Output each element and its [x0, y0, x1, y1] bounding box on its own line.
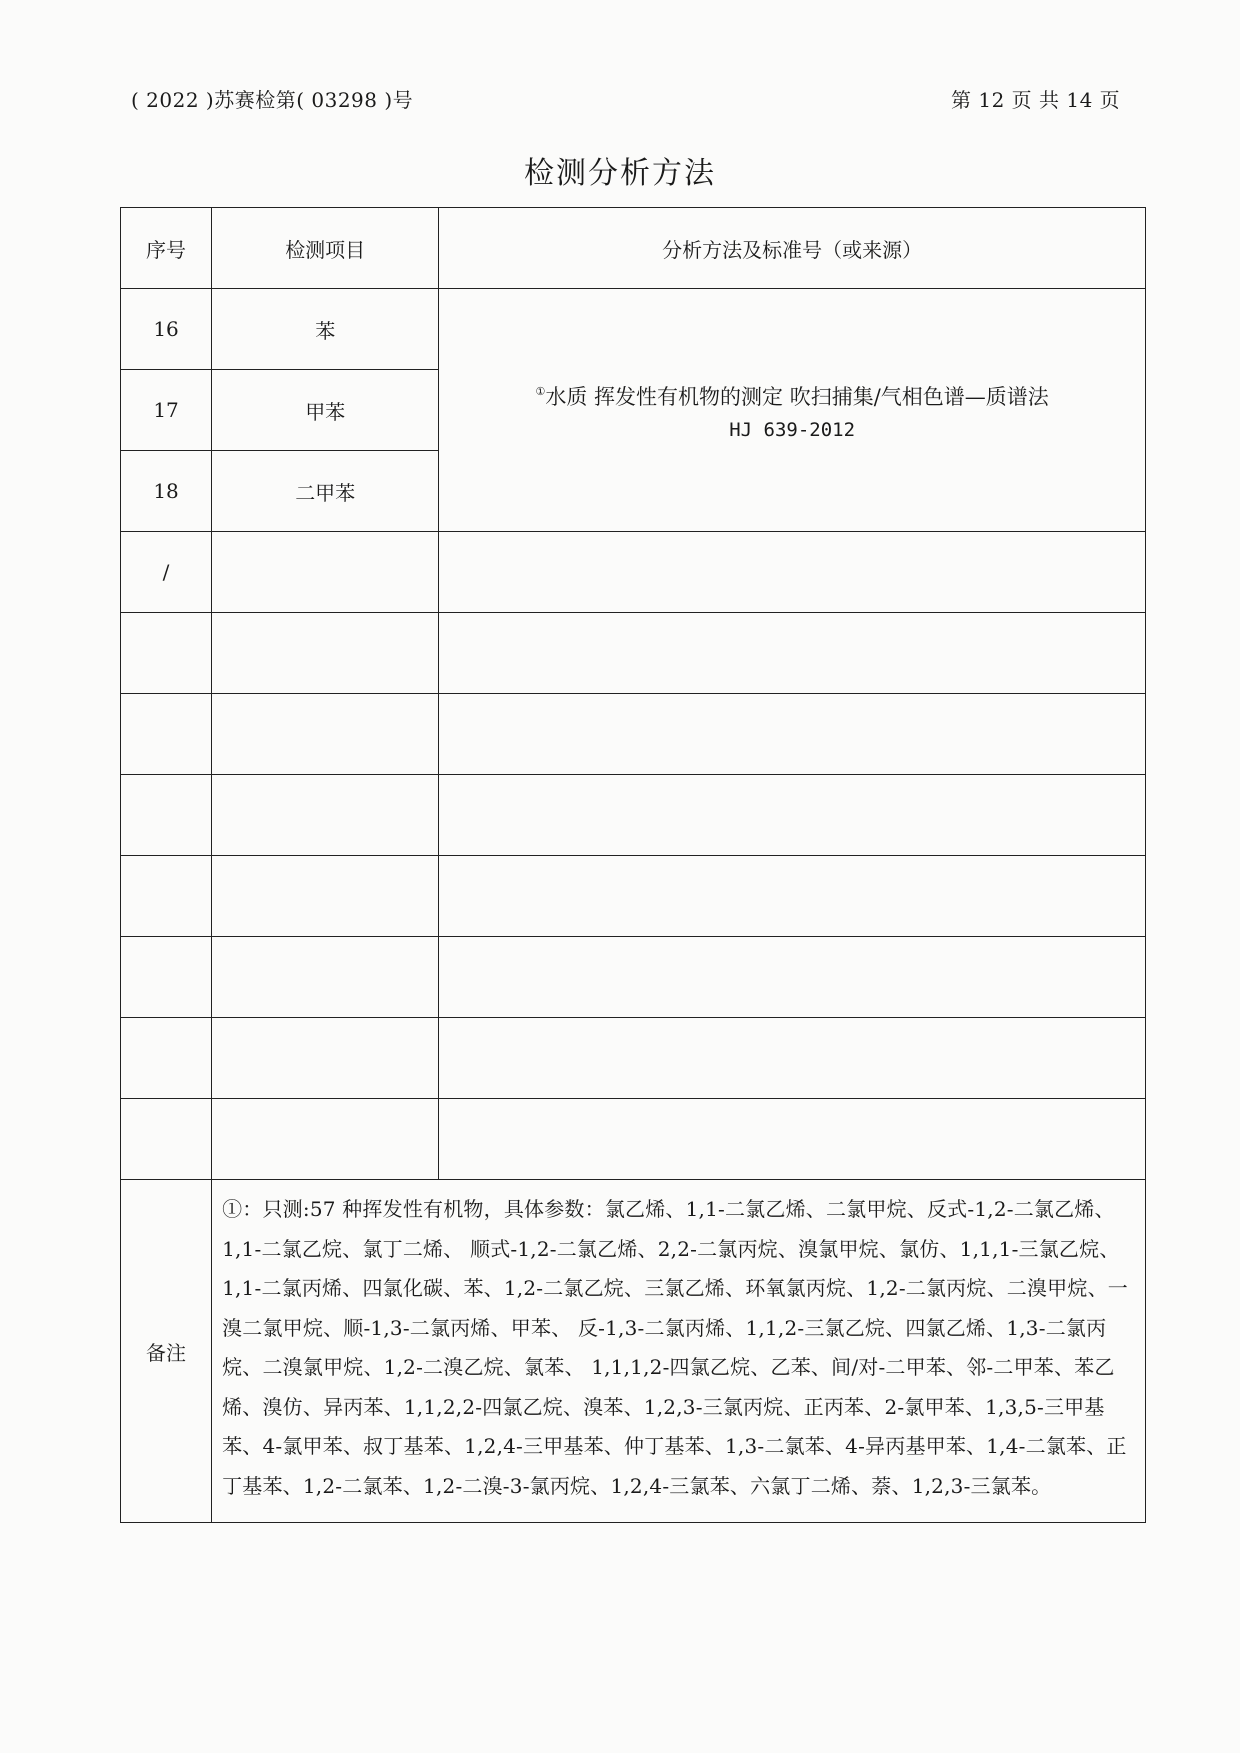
column-header-no: 序号 [121, 208, 212, 289]
method-standard-number: HJ 639-2012 [729, 418, 856, 441]
table-row-empty [121, 775, 1146, 856]
page-title: 检测分析方法 [524, 156, 716, 191]
row-item [212, 532, 439, 613]
table-row-empty [121, 694, 1146, 775]
methods-table [120, 207, 1146, 1523]
table-row-empty [121, 1099, 1146, 1180]
table-header-row [121, 208, 1146, 289]
row-number: 18 [121, 451, 212, 532]
row-item: 二甲苯 [212, 451, 439, 532]
notes-label: 备注 [121, 1180, 212, 1523]
table-row [121, 532, 1146, 613]
page-info: 第 12 页 共 14 页 [951, 88, 1121, 112]
column-header-method: 分析方法及标准号（或来源） [439, 208, 1146, 289]
table-row-empty [121, 613, 1146, 694]
notes-row [121, 1180, 1146, 1523]
row-number: 16 [121, 289, 212, 370]
row-number: 17 [121, 370, 212, 451]
report-number: ( 2022 )苏赛检第( 03298 )号 [131, 88, 414, 112]
method-name: 水质 挥发性有机物的测定 吹扫捕集/气相色谱—质谱法 [545, 384, 1049, 409]
row-number: / [121, 532, 212, 613]
table-row-empty [121, 937, 1146, 1018]
column-header-item: 检测项目 [212, 208, 439, 289]
row-item: 苯 [212, 289, 439, 370]
table-row-empty [121, 856, 1146, 937]
table-row-empty [121, 1018, 1146, 1099]
row-method [439, 532, 1146, 613]
table-row [121, 289, 1146, 370]
method-footnote-marker: ① [535, 384, 546, 398]
method-cell [439, 289, 1146, 532]
row-item: 甲苯 [212, 370, 439, 451]
notes-text: ①：只测:57 种挥发性有机物，具体参数：氯乙烯、1,1-二氯乙烯、二氯甲烷、反式-1,2-二氯乙烯、1,1-二氯乙烷、氯丁二烯、 顺式-1,2-二氯乙烯、2,2-二氯丙烷、溴氯甲烷、氯仿、1,1,1-三氯乙烷、1,1-二氯丙烯、四氯化碳、苯、1,2-二氯乙烷、三氯乙烯、环氧氯丙烷、1,2-二氯丙烷、二溴甲烷、一溴二氯甲烷、顺-1,3-二氯丙烯、甲苯、 反-1,3-二氯丙烯、1,1,2-三氯乙烷、四氯乙烯、1,3-二氯丙烷、二溴氯甲烷、1,2-二溴乙烷、氯苯、 1,1,1,2-四氯乙烷、乙苯、间/对-二甲苯、邻-二甲苯、苯乙烯、溴仿、异丙苯、1,1,2,2-四氯乙烷、溴苯、1,2,3-三氯丙烷、正丙苯、2-氯甲苯、1,3,5-三甲基苯、4-氯甲苯、叔丁基苯、1,2,4-三甲基苯、仲丁基苯、1,3-二氯苯、4-异丙基甲苯、1,4-二氯苯、正丁基苯、1,2-二氯苯、1,2-二溴-3-氯丙烷、1,2,4-三氯苯、六氯丁二烯、萘、1,2,3-三氯苯。 [212, 1180, 1146, 1523]
